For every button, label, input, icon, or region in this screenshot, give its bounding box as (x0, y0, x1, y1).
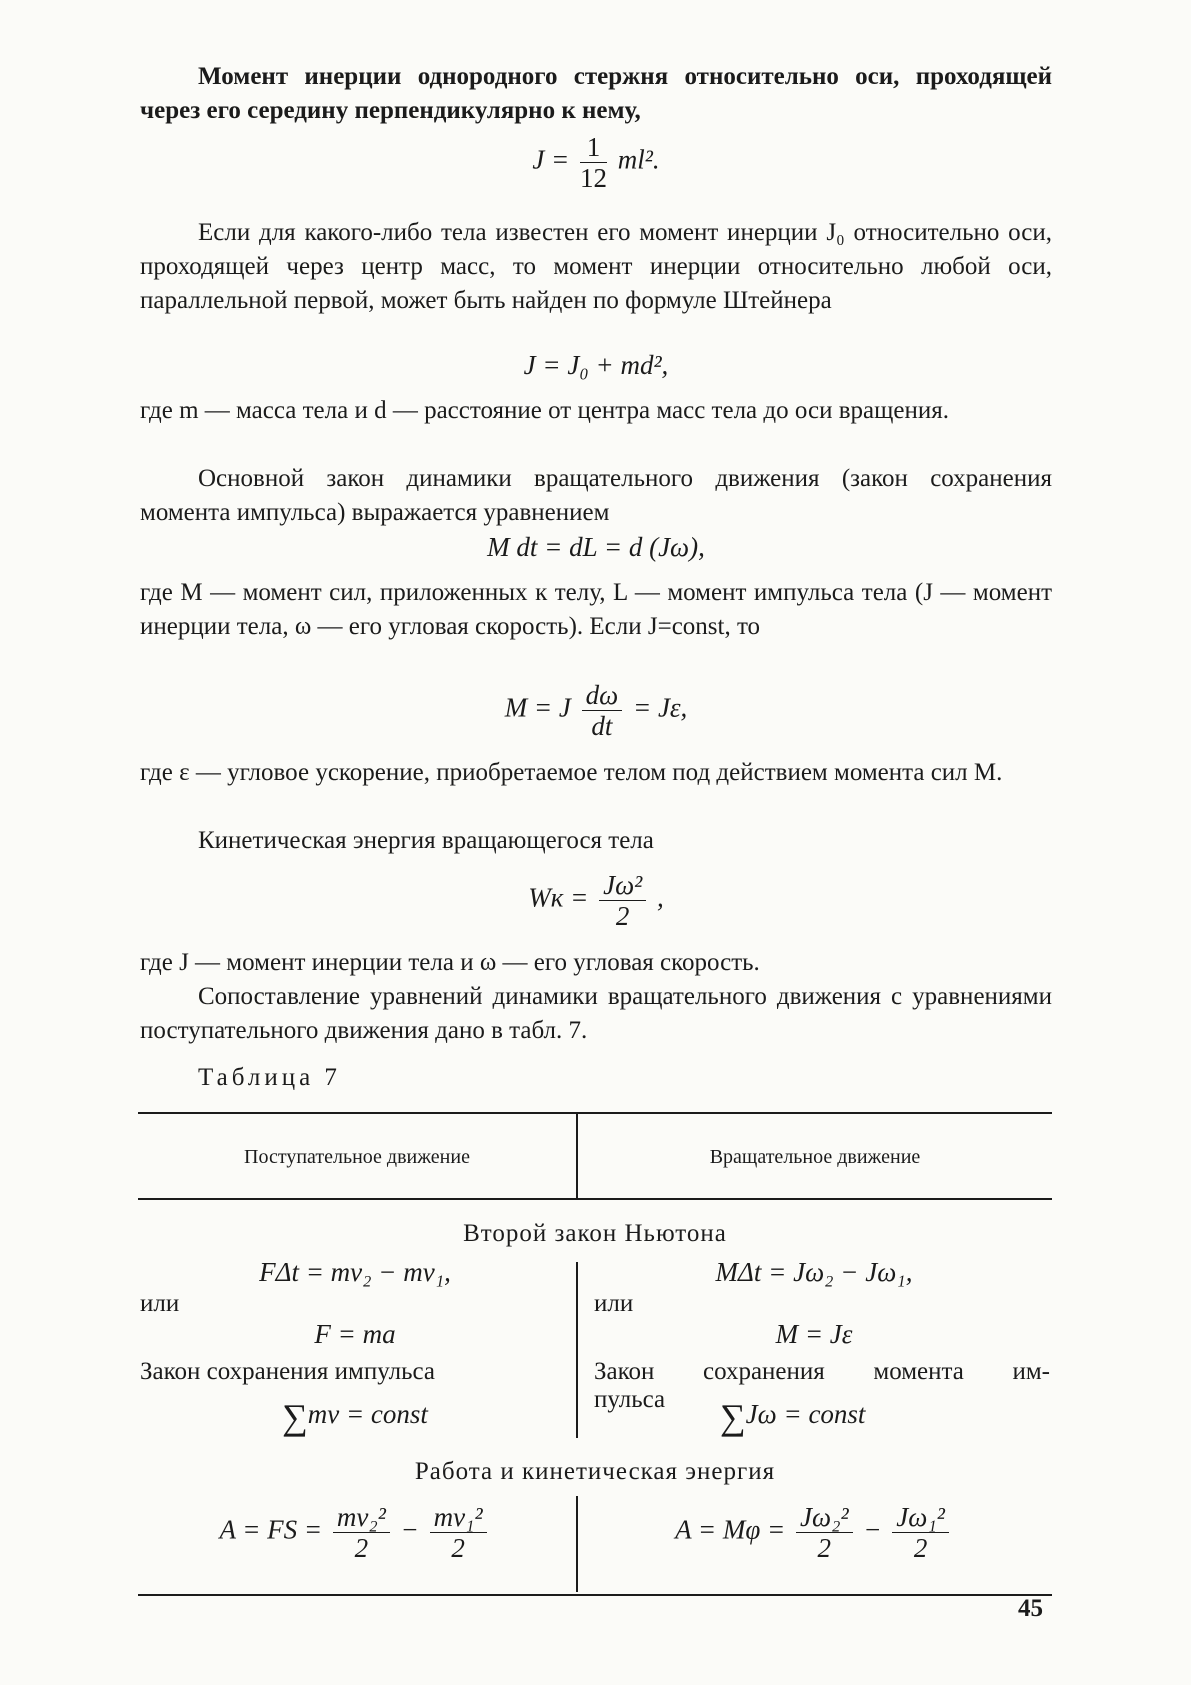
fraction-numerator: Jω₂² (796, 1502, 853, 1533)
formula-rhs: = Jε, (632, 692, 688, 723)
right-angular-momentum-sum (720, 1397, 980, 1437)
right-work-formula (594, 1502, 1034, 1563)
fraction (796, 1502, 853, 1563)
formula-angular-acceleration (140, 680, 1052, 741)
formula-lhs: Wк = (528, 882, 589, 913)
right-angular-impulse-equation: MΔt = Jω₂ − Jω₁, (715, 1257, 913, 1287)
sum-expression: Jω = const (745, 1399, 866, 1429)
fraction-numerator: Jω₁² (892, 1502, 949, 1533)
paragraph-steiner: Если для какого-либо тела известен его момент инерции J₀ относительно оси, проходящей через центр масс, то момент инерции относительно любой оси, параллельной первой, может быть найден по формуле Штейнера (140, 219, 1052, 314)
formula-lhs: J = (532, 144, 570, 175)
left-momentum-sum (140, 1397, 570, 1437)
section-newton-second-law: Второй закон Ньютона (463, 1220, 727, 1247)
page-number: 45 (1018, 1595, 1043, 1622)
body-divider-upper (576, 1262, 578, 1438)
formula-steiner: J = J₀ + md², (523, 350, 669, 380)
fraction-denominator: dt (591, 711, 613, 741)
right-conservation-law-line2: пульса (594, 1386, 666, 1413)
fraction (599, 870, 646, 931)
fraction-numerator: mv₂² (333, 1502, 390, 1533)
fraction-denominator: 2 (817, 1533, 832, 1563)
header-rotational: Вращательное движение (709, 1146, 921, 1168)
fraction (582, 680, 623, 741)
paragraph-dynamics-law: Основной закон динамики вращательного движения (закон сохранения момента импульса) выражается уравнением (140, 465, 1052, 526)
fraction-denominator: 12 (580, 163, 608, 193)
section-work-kinetic-energy: Работа и кинетическая энергия (414, 1458, 776, 1485)
paragraph-epsilon: где ε — угловое ускорение, приобретаемое телом под действием момента сил M. (140, 759, 1003, 786)
paragraph-inertia-omega: где J — момент инерции тела и ω — его угловая скорость. (140, 949, 760, 976)
fraction-numerator: Jω² (599, 870, 646, 901)
formula-rhs: ml². (617, 144, 660, 175)
left-impulse-equation: FΔt = mv₂ − mv₁, (259, 1257, 451, 1287)
sum-expression: mv = const (307, 1399, 428, 1429)
minus-sign: − (400, 1514, 419, 1545)
fraction-denominator: 2 (615, 901, 630, 931)
paragraph-moment-of-force: где M — момент сил, приложенных к телу, L — момент импульса тела (J — момент инерции тела, ω — его угловая скорость). Если J=const, то (140, 579, 1052, 640)
minus-sign: − (863, 1514, 882, 1545)
table-top-rule (138, 1112, 1052, 1114)
left-conservation-law: Закон сохранения импульса (140, 1358, 436, 1385)
paragraph-comparison: Сопоставление уравнений динамики вращательного движения с уравнениями поступательного движения дано в табл. 7. (140, 983, 1052, 1044)
fraction (580, 132, 607, 193)
formula-rhs: , (657, 882, 664, 913)
fraction (333, 1502, 390, 1563)
fraction-numerator: mv₁² (430, 1502, 487, 1533)
fraction-denominator: 2 (913, 1533, 928, 1563)
formula-angular-momentum: M dt = dL = d (Jω), (487, 532, 705, 562)
fraction-denominator: 2 (354, 1533, 369, 1563)
sigma-icon: ∑ (720, 1397, 746, 1437)
fraction (892, 1502, 949, 1563)
paragraph-mass-distance: где m — масса тела и d — расстояние от центра масс тела до оси вращения. (140, 397, 949, 424)
formula-rod-inertia (140, 132, 1052, 193)
left-or: или (140, 1290, 180, 1317)
fraction-denominator: 2 (451, 1533, 465, 1563)
right-rotation-equation: M = Jε (775, 1319, 853, 1349)
fraction (430, 1502, 487, 1563)
header-bottom-rule (138, 1198, 1052, 1200)
left-work-formula (140, 1502, 570, 1563)
right-or: или (594, 1290, 634, 1317)
paragraph-rod-inertia: Момент инерции однородного стержня относительно оси, проходящей через его середину перпендикулярно к нему, (140, 63, 1052, 124)
sigma-icon: ∑ (282, 1397, 308, 1437)
work-lhs: A = FS = (219, 1514, 323, 1545)
formula-lhs: M = J (504, 692, 571, 723)
fraction-numerator: 1 (580, 132, 607, 163)
work-lhs: A = Mφ = (675, 1514, 786, 1545)
left-newton-equation: F = ma (314, 1319, 396, 1349)
table-bottom-rule (138, 1594, 1052, 1596)
table-caption: Таблица 7 (198, 1064, 341, 1091)
header-translational: Поступательное движение (244, 1146, 470, 1168)
fraction-numerator: dω (582, 680, 623, 711)
body-divider-lower (576, 1496, 578, 1592)
formula-kinetic-energy (140, 870, 1052, 931)
paragraph-kinetic-energy: Кинетическая энергия вращающегося тела (198, 827, 654, 854)
right-conservation-law-line1: Закон сохранения момента им- (594, 1358, 1050, 1385)
